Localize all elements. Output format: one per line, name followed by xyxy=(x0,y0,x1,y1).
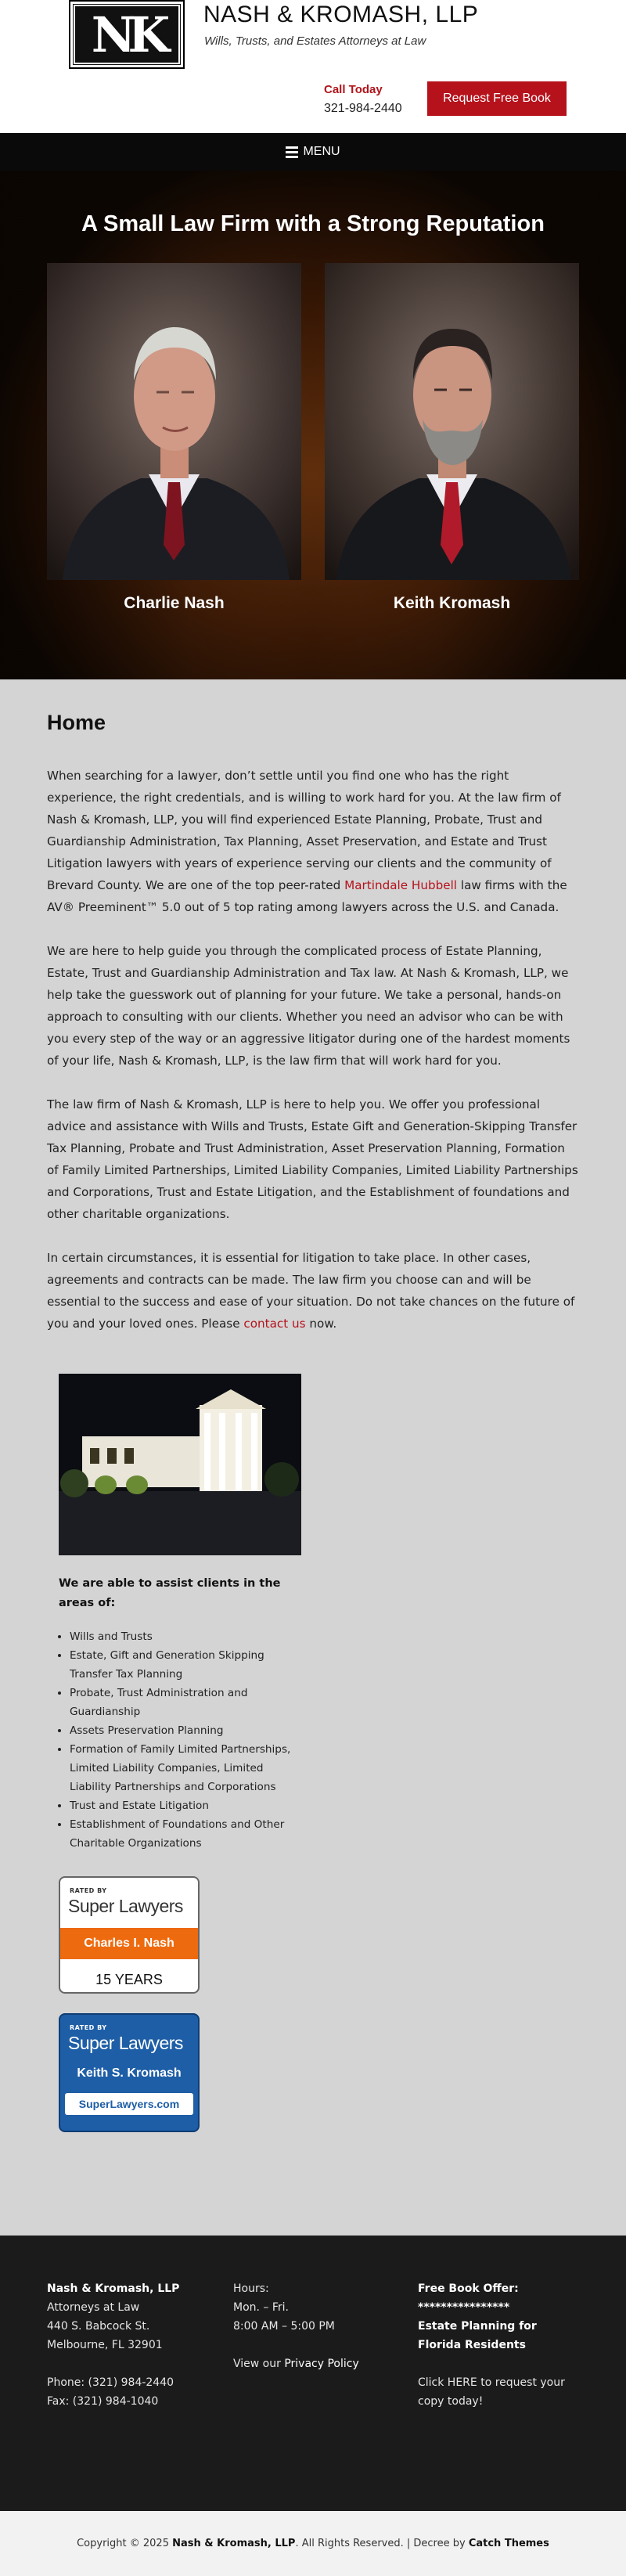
hamburger-icon xyxy=(286,146,298,158)
badge-brand: Super Lawyers xyxy=(68,1896,183,1916)
privacy-policy-link[interactable]: Privacy Policy xyxy=(284,2358,359,2370)
footer-contact-column xyxy=(47,2279,227,2411)
list-item: • Establishment of Foundations and Other Charitable Organizations xyxy=(70,1815,301,1853)
copyright-text xyxy=(77,2538,549,2549)
badge-rated-by: RATED BY xyxy=(70,2024,107,2031)
intro-paragraph xyxy=(47,765,579,918)
practice-areas-heading: We are able to assist clients in the areas of: xyxy=(59,1577,281,1609)
attorney-card-charlie-nash xyxy=(47,263,301,613)
call-today-label: Call Today xyxy=(324,83,383,96)
attorney-name-charlie-nash[interactable]: Charlie Nash xyxy=(124,594,225,612)
footer-hours-column xyxy=(233,2279,413,2373)
contact-us-link[interactable]: contact us xyxy=(243,1317,306,1331)
footer-phone[interactable]: Phone: (321) 984-2440 xyxy=(47,2376,174,2389)
theme-credit-link[interactable]: Catch Themes xyxy=(468,2538,549,2549)
request-free-book-button[interactable]: Request Free Book xyxy=(427,81,567,116)
footer-hours-days: Mon. – Fri. xyxy=(233,2301,289,2314)
list-item: • Assets Preservation Planning xyxy=(70,1721,301,1740)
super-lawyers-badge-kromash[interactable] xyxy=(59,2013,200,2132)
footer-privacy-line xyxy=(233,2354,413,2373)
list-item: • Wills and Trusts xyxy=(70,1627,301,1646)
attorney-portrait-charlie-nash[interactable] xyxy=(47,263,301,580)
practice-areas-list xyxy=(59,1627,301,1853)
footer-hours-time: 8:00 AM – 5:00 PM xyxy=(233,2320,335,2333)
attorney-card-keith-kromash xyxy=(325,263,579,613)
paragraph-text: In certain circumstances, it is essential for litigation to take place. In other cases, agreements and contracts can be made. The law firm you choose can and will be essential to the success and ease of your situation. Do not take chances on the future of you and your loved ones. Please xyxy=(47,1251,575,1331)
footer-offer-title: Free Book Offer: xyxy=(418,2282,519,2295)
martindale-hubbell-link[interactable]: Martindale Hubbell xyxy=(344,878,458,892)
main-navigation xyxy=(0,133,626,171)
logo-monogram: NK xyxy=(74,5,180,64)
hero-section xyxy=(0,171,626,679)
site-header xyxy=(0,0,626,133)
footer-text: View our xyxy=(233,2358,285,2370)
badge-site: SuperLawyers.com xyxy=(65,2093,193,2115)
footer-firm-name: Nash & Kromash, LLP xyxy=(47,2282,180,2295)
footer-fax: Fax: (321) 984-1040 xyxy=(47,2395,159,2408)
footer-offer-stars: **************** xyxy=(418,2301,510,2314)
services-paragraph: The law firm of Nash & Kromash, LLP is here to help you. We offer you professional advice and assistance with Wills and Trusts, Estate Gift and Generation-Skipping Transfer Tax Planning, Probate and Trust Administration, Asset Preservation Planning, Formation of Family Limited Partnerships, Limited Liability Companies, Limited Liability Partnerships and Corporations, Trust and Estate Litigation, and the Establishment of foundations and other charitable organizations. xyxy=(47,1097,578,1221)
badge-attorney-name: Keith S. Kromash xyxy=(77,2066,182,2080)
footer-hours-label: Hours: xyxy=(233,2282,269,2295)
menu-toggle-button[interactable] xyxy=(286,145,340,159)
paragraph-text: now. xyxy=(305,1317,337,1331)
copyright-bar xyxy=(0,2511,626,2576)
list-item: • Estate, Gift and Generation Skipping Transfer Tax Planning xyxy=(70,1646,301,1684)
main-content xyxy=(0,679,626,2236)
site-title[interactable]: NASH & KROMASH, LLP xyxy=(203,2,479,27)
paragraph-text: law firms with the AV® Preeminent™ 5.0 out of 5 top rating among lawyers across the U.S. and Canada. xyxy=(47,878,567,914)
super-lawyers-badge-nash[interactable] xyxy=(59,1876,200,1994)
list-item: • Trust and Estate Litigation xyxy=(70,1796,301,1815)
office-building-photo xyxy=(59,1374,301,1555)
menu-label: MENU xyxy=(303,145,340,158)
header-phone-link[interactable]: 321-984-2440 xyxy=(324,102,402,115)
footer-address-line: Melbourne, FL 32901 xyxy=(47,2339,163,2351)
guidance-paragraph: We are here to help guide you through the complicated process of Estate Planning, Estate, Trust and Guardianship Administration and Tax law. At Nash & Kromash, LLP, we help take the guesswork out of planning for your future. We take a personal, hands-on approach to consulting with our clients. Whether you need an advisor who can be with you every step of the way or an aggressive litigator during one of the hardest moments of your life, Nash & Kromash, LLP, is the law firm that will work hard for you. xyxy=(47,944,570,1068)
list-item: • Probate, Trust Administration and Guardianship xyxy=(70,1684,301,1721)
copyright-firm-link[interactable]: Nash & Kromash, LLP xyxy=(172,2538,296,2549)
paragraph-text: When searching for a lawyer, don’t settle until you find one who has the right experience, the right credentials, and is willing to work hard for you. At the law firm of Nash & Kromash, LLP, you will find experienced Estate Planning, Probate, Trust and Guardianship Administration, Tax Planning, Asset Preservation, and Estate and Trust Litigation lawyers with years of experience serving our clients and the community of Brevard County. We are one of the top peer-rated xyxy=(47,769,561,892)
page-title: Home xyxy=(47,711,106,734)
footer-offer-column xyxy=(418,2279,582,2411)
footer-offer-cta-link[interactable]: Click HERE to request your copy today! xyxy=(418,2376,565,2408)
footer-address-line: 440 S. Babcock St. xyxy=(47,2320,150,2333)
attorney-portrait-keith-kromash[interactable] xyxy=(325,263,579,580)
list-item: • Formation of Family Limited Partnerships, Limited Liability Companies, Limited Liability Partnerships and Corporations xyxy=(70,1740,301,1796)
litigation-paragraph xyxy=(47,1247,579,1335)
hero-title: A Small Law Firm with a Strong Reputation xyxy=(81,211,545,236)
footer-offer-description: Estate Planning for Florida Residents xyxy=(418,2320,537,2351)
badge-years: 15 YEARS xyxy=(95,1972,163,1987)
site-footer xyxy=(0,2236,626,2511)
footer-firm-subtitle: Attorneys at Law xyxy=(47,2301,140,2314)
badge-brand: Super Lawyers xyxy=(68,2033,183,2053)
attorney-name-keith-kromash[interactable]: Keith Kromash xyxy=(393,594,511,612)
badge-attorney-name: Charles I. Nash xyxy=(60,1928,198,1959)
copyright-mid: . All Rights Reserved. | Decree by xyxy=(295,2538,469,2549)
site-logo[interactable] xyxy=(69,0,185,69)
copyright-prefix: Copyright © 2025 xyxy=(77,2538,173,2549)
badge-rated-by: RATED BY xyxy=(70,1887,107,1894)
site-tagline: Wills, Trusts, and Estates Attorneys at Law xyxy=(204,34,426,48)
